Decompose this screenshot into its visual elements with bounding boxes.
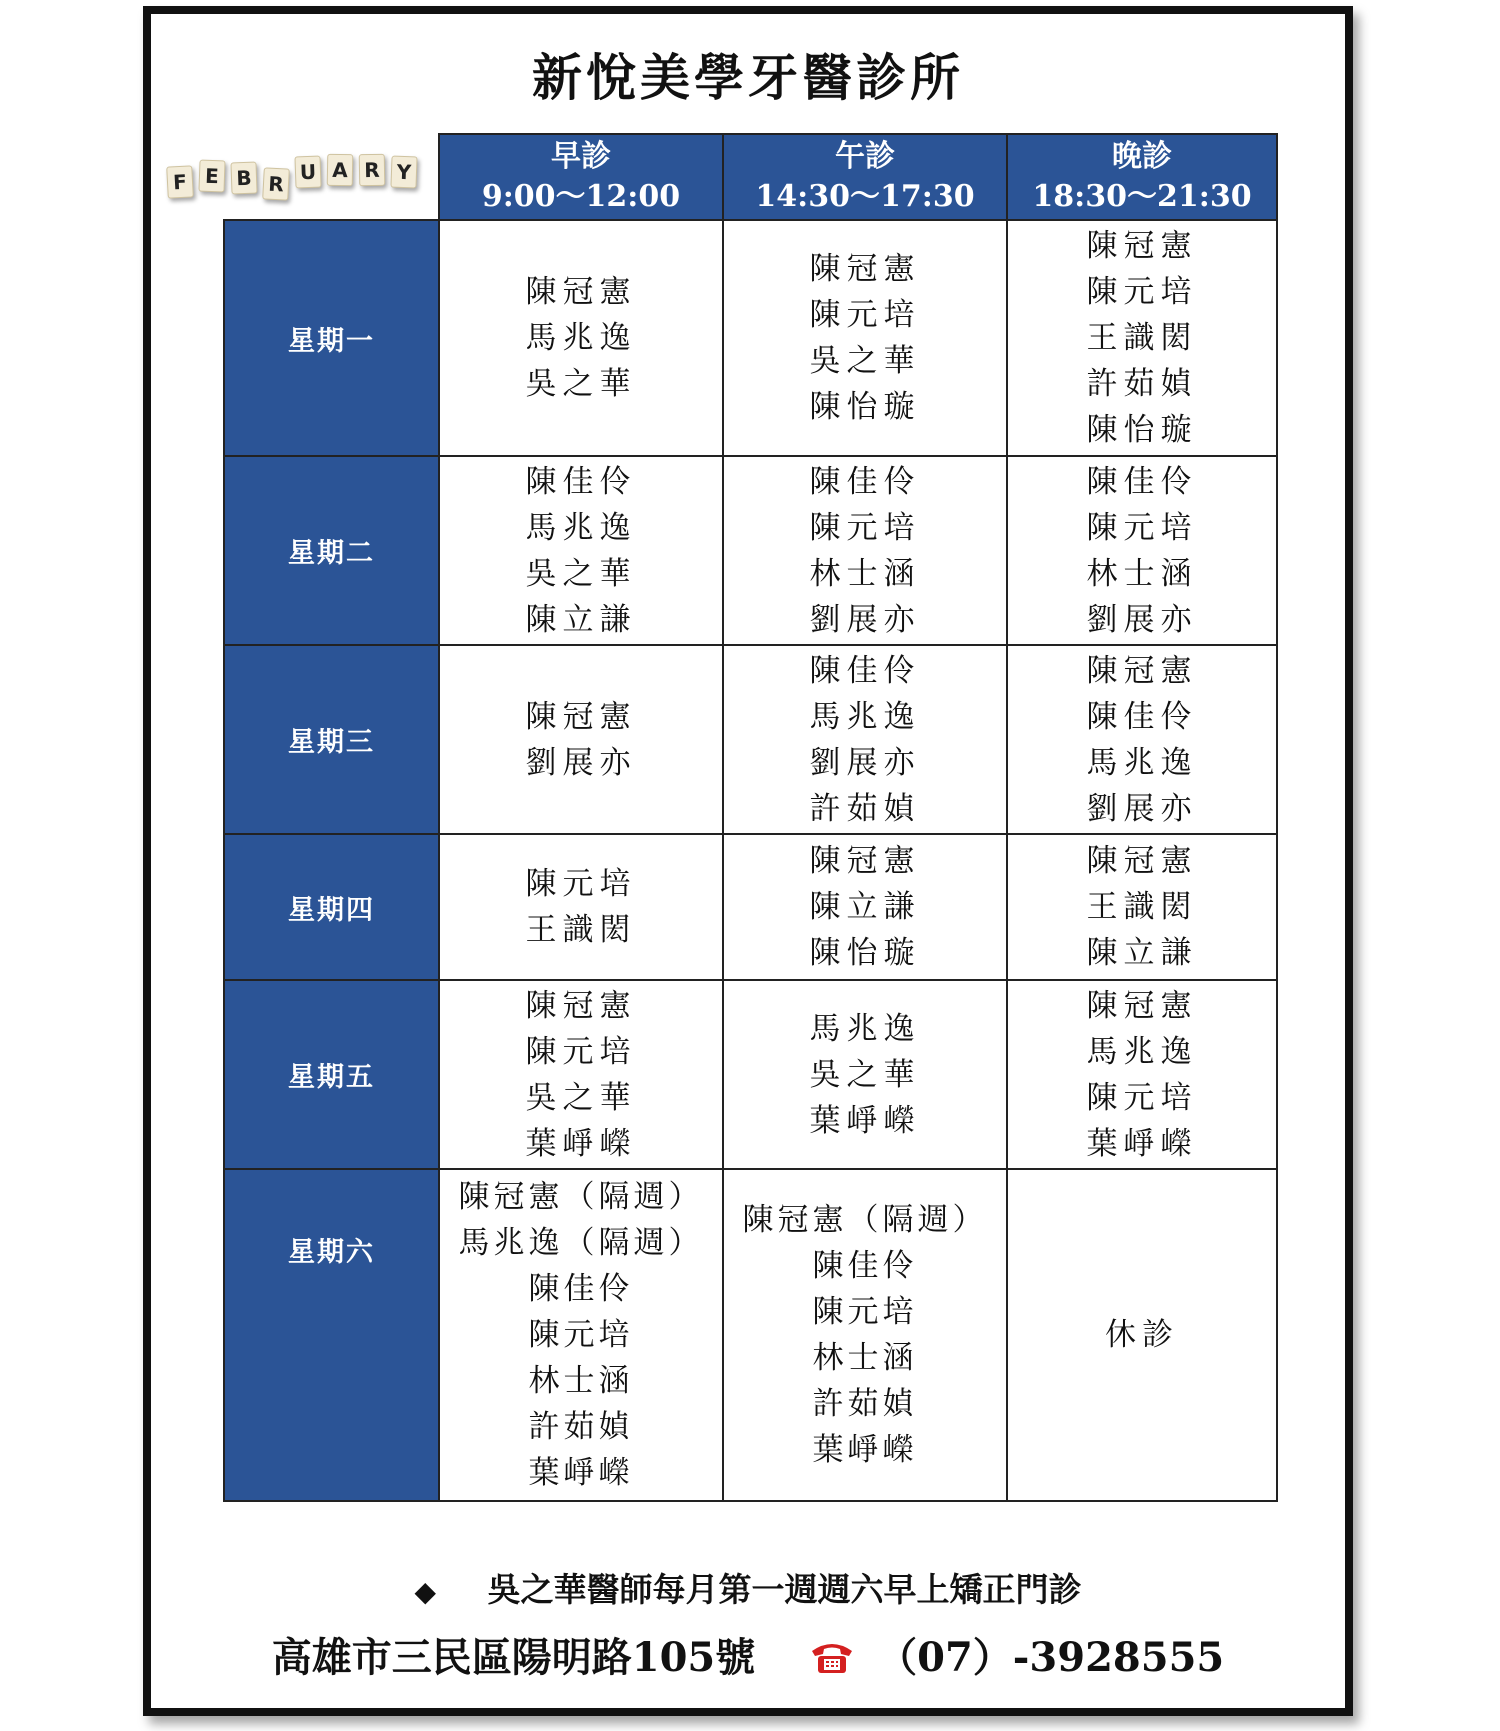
doctor-name: 馬兆逸 [525, 320, 637, 356]
slot-cell [439, 1169, 723, 1501]
slot-cell [439, 645, 723, 834]
shift-time: 14:30～17:30 [755, 179, 975, 214]
doctor-name: 陳怡璇 [809, 935, 921, 971]
doctor-name: 陳佳伶 [809, 463, 921, 500]
doctor-name: 陳冠憲 [1086, 652, 1198, 689]
day-row-monday [224, 220, 1277, 456]
month-tile: B [230, 162, 257, 195]
slot-cell [723, 834, 1007, 980]
doctor-name: 陳元培 [1086, 1079, 1198, 1116]
doctor-name: 林士涵 [528, 1363, 634, 1399]
doctor-name: 陳佳伶 [528, 1271, 634, 1307]
doctor-name: 陳佳伶 [1086, 698, 1198, 735]
doctor-name: 陳怡璇 [1086, 412, 1198, 448]
slot-cell [723, 645, 1007, 834]
doctor-name: 陳冠憲 [1086, 987, 1198, 1024]
contact-line [151, 1626, 1345, 1683]
month-tile: Y [390, 156, 417, 189]
schedule-table [223, 133, 1278, 1502]
shift-time: 18:30～21:30 [1032, 179, 1252, 214]
doctor-name: 馬兆逸 [1086, 1033, 1198, 1070]
slot-cell [723, 1169, 1007, 1501]
doctor-name: 陳立謙 [809, 889, 921, 925]
doctor-name: 陳元培 [528, 1317, 634, 1353]
doctor-name: 葉崢嶸 [1086, 1125, 1198, 1162]
schedule-poster [143, 6, 1353, 1716]
slot-cell [1007, 980, 1277, 1169]
slot-cell [439, 980, 723, 1169]
doctor-name: 許茹媜 [1086, 366, 1198, 402]
doctor-name: 陳元培 [1086, 509, 1198, 546]
doctor-name: 吳之華 [525, 1079, 637, 1116]
doctor-name: 陳元培 [809, 509, 921, 546]
phone-icon [809, 1639, 855, 1675]
doctor-name: 馬兆逸 [809, 698, 921, 735]
closed-label: 休診 [1105, 1317, 1179, 1353]
shift-time: 9:00～12:00 [481, 179, 681, 214]
doctor-name: 馬兆逸 [1086, 744, 1198, 781]
doctor-name: 陳元培 [809, 297, 921, 333]
day-label: 星期六 [224, 1169, 439, 1501]
slot-cell [1007, 645, 1277, 834]
doctor-name: 王識閎 [1086, 889, 1198, 925]
doctor-name: 葉崢嶸 [812, 1432, 918, 1468]
doctor-name: 吳之華 [809, 1056, 921, 1093]
day-row-wednesday [224, 645, 1277, 834]
day-row-thursday [224, 834, 1277, 980]
corner-cell [224, 134, 439, 220]
month-tile: R [262, 167, 290, 200]
month-tile: F [166, 165, 194, 198]
doctor-name: 陳冠憲（隔週） [742, 1202, 988, 1238]
doctor-name: 陳冠憲 [809, 251, 921, 287]
day-label: 星期一 [224, 220, 439, 456]
doctor-name: 陳佳伶 [525, 463, 637, 500]
doctor-name: 馬兆逸（隔週） [458, 1225, 704, 1261]
shift-header-row [224, 134, 1277, 220]
doctor-name: 劉展亦 [1086, 601, 1198, 638]
doctor-name: 陳元培 [525, 1033, 637, 1070]
doctor-name: 許茹媜 [809, 790, 921, 827]
doctor-name: 許茹媜 [812, 1386, 918, 1422]
shift-name: 早診 [551, 139, 611, 174]
doctor-name: 葉崢嶸 [809, 1102, 921, 1139]
doctor-name: 劉展亦 [525, 744, 637, 781]
day-label: 星期三 [224, 645, 439, 834]
doctor-name: 陳元培 [812, 1294, 918, 1330]
doctor-name: 陳冠憲 [525, 987, 637, 1024]
doctor-name: 陳冠憲 [525, 698, 637, 735]
shift-name: 午診 [835, 139, 895, 174]
doctor-name: 吳之華 [525, 555, 637, 592]
slot-cell [1007, 456, 1277, 645]
day-label: 星期五 [224, 980, 439, 1169]
address-text: 高雄市三民區陽明路105號 [271, 1634, 756, 1681]
slot-cell [439, 456, 723, 645]
phone-number: （07）-3928555 [877, 1634, 1225, 1681]
doctor-name: 陳冠憲 [525, 274, 637, 310]
doctor-name: 陳佳伶 [809, 652, 921, 689]
doctor-name: 陳元培 [1086, 274, 1198, 310]
doctor-name: 陳佳伶 [812, 1248, 918, 1284]
slot-cell [1007, 1169, 1277, 1501]
doctor-name: 陳冠憲 [809, 843, 921, 879]
shift-header-afternoon [723, 134, 1007, 220]
doctor-name: 劉展亦 [809, 744, 921, 781]
doctor-name: 林士涵 [812, 1340, 918, 1376]
month-tile: A [327, 154, 354, 186]
doctor-name: 劉展亦 [1086, 790, 1198, 827]
day-row-tuesday [224, 456, 1277, 645]
slot-cell [723, 456, 1007, 645]
doctor-name: 王識閎 [1086, 320, 1198, 356]
doctor-name: 吳之華 [809, 343, 921, 379]
day-row-friday [224, 980, 1277, 1169]
doctor-name: 陳冠憲 [1086, 228, 1198, 264]
note-text: 吳之華醫師每月第一週週六早上矯正門診 [487, 1570, 1082, 1609]
doctor-name: 林士涵 [1086, 555, 1198, 592]
day-label: 星期四 [224, 834, 439, 980]
day-row-saturday [224, 1169, 1277, 1501]
shift-name: 晚診 [1112, 139, 1172, 174]
slot-cell [439, 220, 723, 456]
slot-cell [1007, 220, 1277, 456]
month-tile: R [359, 154, 386, 186]
doctor-name: 馬兆逸 [809, 1010, 921, 1047]
doctor-name: 陳立謙 [525, 601, 637, 638]
slot-cell [723, 220, 1007, 456]
month-tile: E [198, 160, 225, 193]
doctor-name: 陳怡璇 [809, 389, 921, 425]
day-label: 星期二 [224, 456, 439, 645]
doctor-name: 陳冠憲 [1086, 843, 1198, 879]
doctor-name: 陳立謙 [1086, 935, 1198, 971]
orthodontic-note [151, 1564, 1345, 1611]
doctor-name: 劉展亦 [809, 601, 921, 638]
clinic-title: 新悅美學牙醫診所 [532, 48, 964, 107]
slot-cell [723, 980, 1007, 1169]
doctor-name: 吳之華 [525, 366, 637, 402]
doctor-name: 林士涵 [809, 555, 921, 592]
doctor-name: 許茹媜 [528, 1409, 634, 1445]
slot-cell [439, 834, 723, 980]
doctor-name: 馬兆逸 [525, 509, 637, 546]
slot-cell [1007, 834, 1277, 980]
doctor-name: 葉崢嶸 [525, 1125, 637, 1162]
doctor-name: 葉崢嶸 [528, 1455, 634, 1491]
shift-header-evening [1007, 134, 1277, 220]
doctor-name: 王識閎 [525, 912, 637, 948]
doctor-name: 陳佳伶 [1086, 463, 1198, 500]
diamond-bullet-icon: ◆ [414, 1575, 437, 1608]
shift-header-morning [439, 134, 723, 220]
doctor-name: 陳元培 [525, 866, 637, 902]
month-tile: U [294, 156, 321, 189]
doctor-name: 陳冠憲（隔週） [458, 1179, 704, 1215]
